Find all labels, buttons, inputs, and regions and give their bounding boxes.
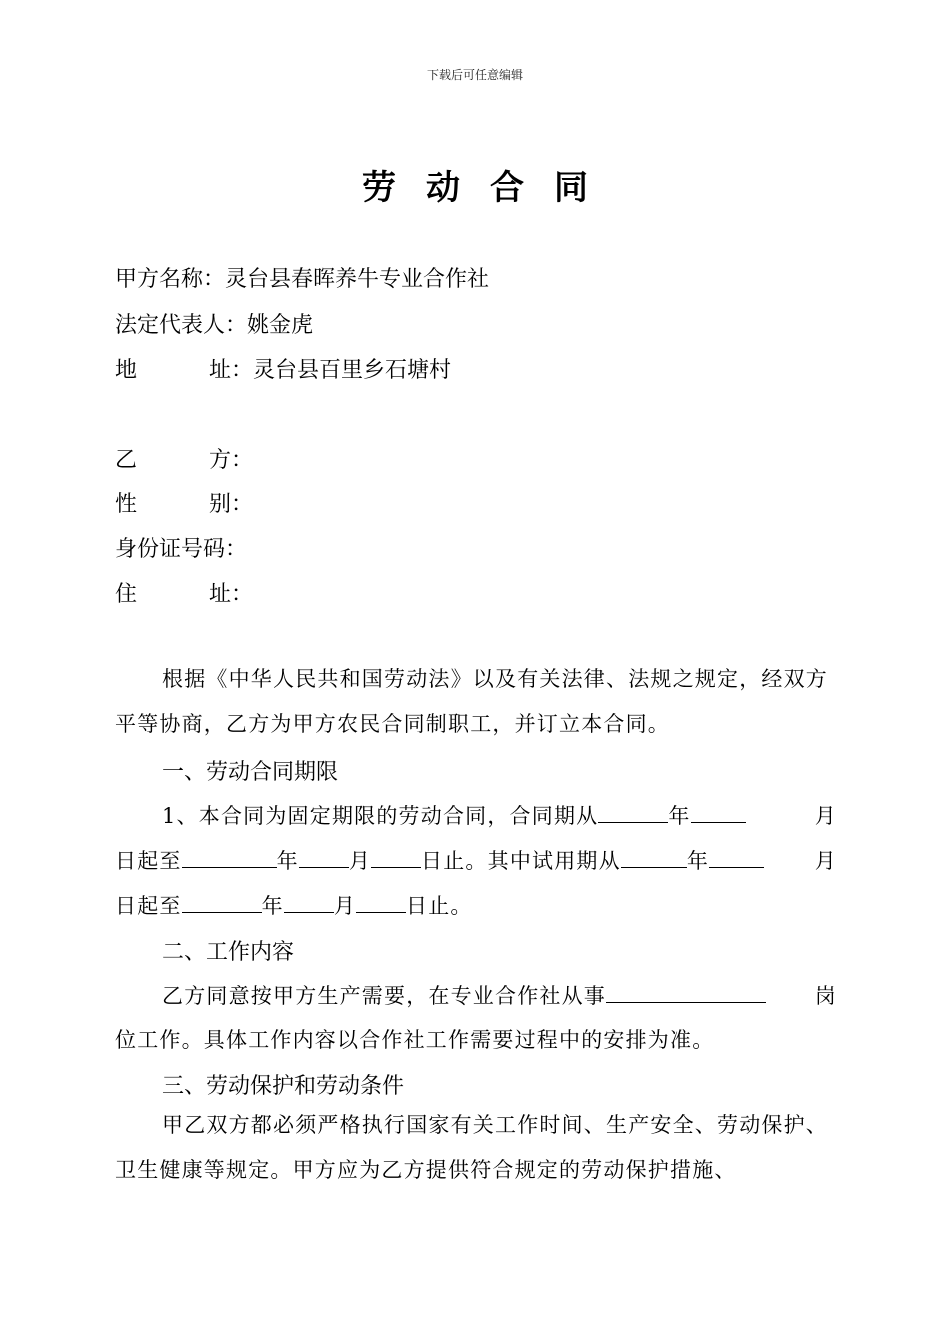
year-label: 年 <box>261 894 284 918</box>
party-a-name-line <box>115 262 489 293</box>
section1-line3-text: 日起至 <box>115 894 182 918</box>
party-b-line <box>115 443 253 474</box>
start-year-blank <box>598 800 668 823</box>
party-b-sex-label-2: 别： <box>209 492 254 517</box>
party-b-id-line <box>115 532 247 563</box>
trial-start-year-blank <box>621 845 687 868</box>
section1-line3 <box>115 890 837 920</box>
party-b-address-line <box>115 577 253 608</box>
section1-line2 <box>115 845 837 875</box>
party-b-sex-label-1: 性 <box>115 492 138 517</box>
year-label: 年 <box>686 849 710 873</box>
end-year-blank <box>182 845 277 868</box>
section1-line2-text-b: 日止。其中试用期从 <box>421 849 621 873</box>
year-label: 年 <box>668 804 691 828</box>
section1-line3-text-b: 日止。 <box>406 894 473 918</box>
trial-end-year-blank <box>182 890 262 913</box>
party-b-id-label: 身份证号码： <box>115 537 248 562</box>
trial-end-day-blank <box>356 890 406 913</box>
trial-start-month-blank <box>709 845 764 868</box>
section2-line1-end: 岗 <box>814 984 837 1008</box>
party-b-address-label-2: 址： <box>209 582 254 607</box>
party-a-rep-value: 姚金虎 <box>247 313 314 338</box>
section1-line1-text: 1、本合同为固定期限的劳动合同，合同期从 <box>162 804 599 828</box>
party-b-address-label-1: 住 <box>115 582 138 607</box>
party-b-label-1: 乙 <box>115 448 138 473</box>
position-blank <box>606 980 766 1003</box>
party-a-rep-label: 法定代表人： <box>115 313 248 338</box>
party-a-name-label: 甲方名称： <box>115 267 226 292</box>
document-title: 劳动合同 <box>362 168 618 208</box>
section2-line2: 位工作。具体工作内容以合作社工作需要过程中的安排为准。 <box>115 1028 715 1052</box>
section2-line1-text: 乙方同意按甲方生产需要，在专业合作社从事 <box>162 984 606 1008</box>
intro-paragraph: 根据《中华人民共和国劳动法》以及有关法律、法规之规定，经双方平等协商，乙方为甲方农民合同制职工，并订立本合同。 <box>115 667 828 736</box>
party-a-address-line <box>115 353 451 384</box>
trial-end-month-blank <box>284 890 334 913</box>
party-a-address-label-2: 址： <box>209 358 254 383</box>
header-note: 下载后可任意编辑 <box>426 68 523 82</box>
month-label: 月 <box>348 849 372 873</box>
month-label: 月 <box>814 849 837 873</box>
end-month-blank <box>299 845 349 868</box>
party-a-rep-line <box>115 308 313 339</box>
start-month-blank <box>691 800 746 823</box>
section1-line1 <box>115 800 837 830</box>
party-a-name-value: 灵台县春晖养牛专业合作社 <box>225 267 490 292</box>
year-label: 年 <box>276 849 299 873</box>
section2-heading: 二、工作内容 <box>162 940 295 965</box>
month-label: 月 <box>814 804 837 828</box>
party-a-address-label-1: 地 <box>115 358 138 383</box>
party-b-sex-line <box>115 487 253 518</box>
section3-heading: 三、劳动保护和劳动条件 <box>162 1074 405 1099</box>
month-label: 月 <box>333 894 357 918</box>
end-day-blank <box>371 845 421 868</box>
section1-heading: 一、劳动合同期限 <box>162 760 339 785</box>
section3-paragraph: 甲乙双方都必须严格执行国家有关工作时间、生产安全、劳动保护、卫生健康等规定。甲方应为乙方提供符合规定的劳动保护措施、 <box>115 1113 828 1182</box>
section1-line2-text: 日起至 <box>115 849 182 873</box>
section2-line1 <box>115 980 837 1010</box>
party-b-label-2: 方： <box>209 448 254 473</box>
party-a-address-value: 灵台县百里乡石塘村 <box>253 358 452 383</box>
